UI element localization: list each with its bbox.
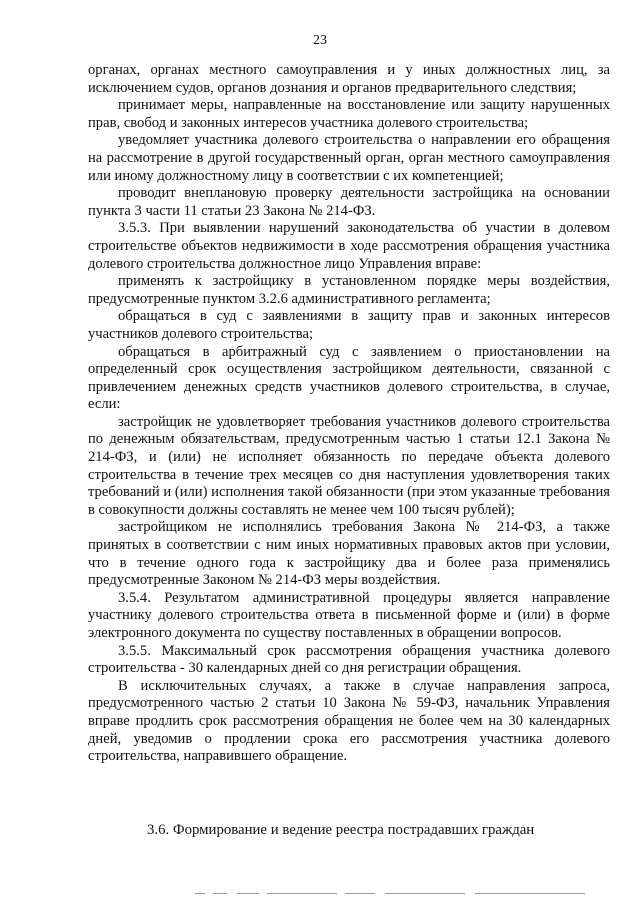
page-number: 23 <box>313 33 327 48</box>
paragraph: застройщиком не исполнялись требования Закона № 214-ФЗ, а также принятых в соответствии с ним иных нормативных правовых актов при условии, что в течение одного года к застройщику два и более раза применялись предусмотренные Законом № 214-ФЗ меры воздействия. <box>88 519 610 589</box>
paragraph: проводит внеплановую проверку деятельности застройщика на основании пункта 3 части 11 статьи 23 Закона № 214-ФЗ. <box>88 185 610 219</box>
paragraph: обращаться в арбитражный суд с заявлением о приостановлении на определенный срок осуществления застройщиком деятельности, связанной с привлечением денежных средств участников долевого строительства, в случае, если: <box>88 343 610 413</box>
paragraph: 3.5.5. Максимальный срок рассмотрения обращения участника долевого строительства - 30 календарных дней со дня регистрации обращения. <box>88 642 610 677</box>
section-heading: 3.6. Формирование и ведение реестра пострадавших граждан <box>147 822 535 838</box>
paragraph: уведомляет участника долевого строительства о направлении его обращения на рассмотрение в другой государственный орган, орган местного самоуправления или иному должностному лицу в соответствии с их компетенцией; <box>88 132 610 184</box>
scan-artifact-line <box>195 893 595 895</box>
paragraph: принимает меры, направленные на восстановление или защиту нарушенных прав, свобод и законных интересов участника долевого строительства; <box>88 97 610 131</box>
paragraph: 3.5.4. Результатом административной процедуры является направление участнику долевого строительства ответа в письменной форме и (или) в форме электронного документа по существу поставленных в обращении вопросов. <box>88 589 610 641</box>
document-body <box>88 62 610 766</box>
paragraph: В исключительных случаях, а также в случае направления запроса, предусмотренного частью 2 статьи 10 Закона № 59-ФЗ, начальник Управления вправе продлить срок рассмотрения обращения не более чем на 30 календарных дней, уведомив о продлении срока его рассмотрения участника долевого строительства, направившего обращение. <box>88 677 610 765</box>
paragraph: применять к застройщику в установленном порядке меры воздействия, предусмотренные пунктом 3.2.6 административного регламента; <box>88 273 610 307</box>
paragraph: застройщик не удовлетворяет требования участников долевого строительства по денежным обязательствам, предусмотренным частью 1 статьи 12.1 Закона № 214-ФЗ, и (или) не исполняет обязанность по передаче объекта долевого строительства в течение трех месяцев со дня наступления удовлетворения таких требований и (или) исполнения такой обязанности (при этом указанные требования в совокупности должны составлять не менее чем 100 тысяч рублей); <box>88 413 610 518</box>
paragraph: 3.5.3. При выявлении нарушений законодательства об участии в долевом строительстве объектов недвижимости в ходе рассмотрения обращения участника долевого строительства должностное лицо Управления вправе: <box>88 220 610 272</box>
paragraph: органах, органах местного самоуправления и у иных должностных лиц, за исключением судов, органов дознания и органов предварительного следствия; <box>88 62 610 96</box>
paragraph: обращаться в суд с заявлениями в защиту прав и законных интересов участников долевого строительства; <box>88 308 610 342</box>
